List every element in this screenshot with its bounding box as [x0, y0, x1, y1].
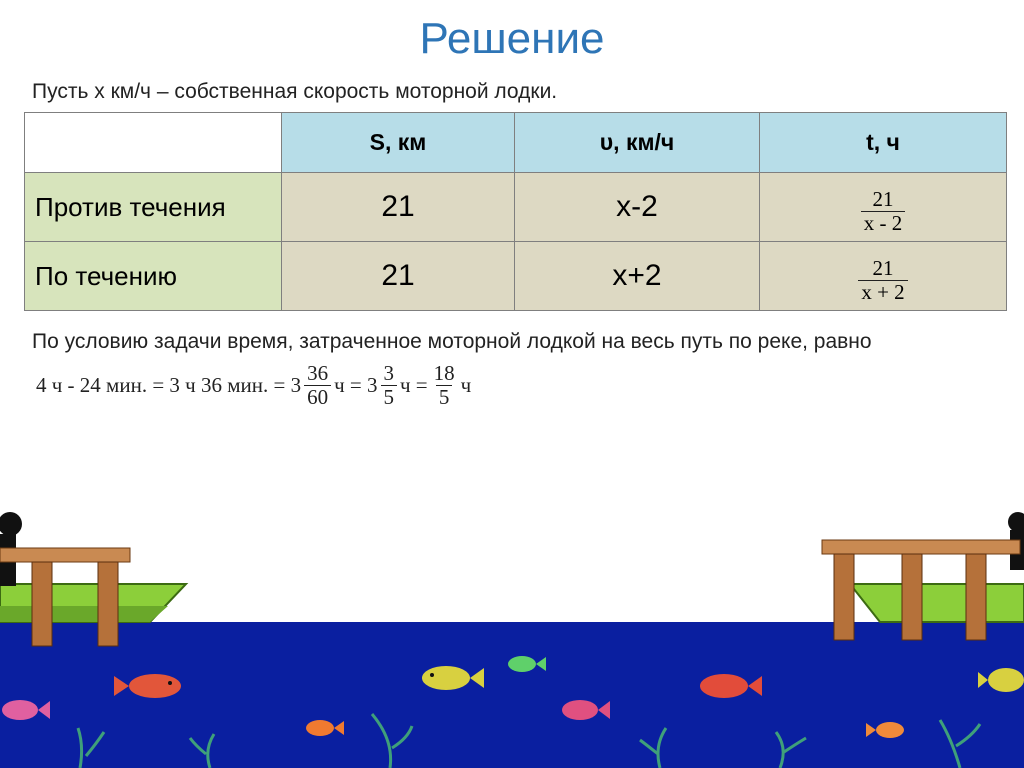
header-distance: S, км — [282, 113, 515, 173]
river-scene-illustration — [0, 500, 1024, 768]
fraction-numerator: 21 — [872, 186, 894, 211]
cell-distance: 21 — [282, 242, 515, 311]
cell-speed: х-2 — [515, 173, 760, 242]
row-label-downstream: По течению — [25, 242, 282, 311]
table-row — [25, 173, 1007, 242]
fraction-denominator: x + 2 — [858, 280, 907, 304]
fraction-numerator: 21 — [872, 255, 894, 280]
equation-fraction — [304, 362, 331, 409]
equation-part: ч = 3 — [334, 373, 378, 397]
fraction-numerator: 18 — [433, 361, 455, 385]
header-speed: υ, км/ч — [515, 113, 760, 173]
equation-part: ч = — [400, 373, 428, 397]
fraction-denominator: 5 — [381, 385, 398, 409]
left-boat-hull — [0, 606, 168, 622]
fraction-denominator: 5 — [436, 385, 453, 409]
cell-time — [760, 173, 1007, 242]
time-fraction — [861, 188, 906, 235]
right-boat — [850, 584, 1024, 622]
fraction-numerator: 36 — [307, 361, 329, 385]
time-equation — [36, 362, 471, 409]
row-label-upstream: Против течения — [25, 173, 282, 242]
equation-part: ч — [460, 373, 472, 397]
equation-part: 4 ч - 24 мин. = 3 ч 36 мин. = 3 — [36, 373, 302, 397]
time-fraction — [858, 257, 907, 304]
intro-text: Пусть х км/ч – собственная скорость моторной лодки. — [32, 80, 558, 103]
condition-text: По условию задачи время, затраченное моторной лодкой на весь путь по реке, равно — [32, 330, 872, 353]
header-time: t, ч — [760, 113, 1007, 173]
table-header-row — [25, 113, 1007, 173]
cell-speed: х+2 — [515, 242, 760, 311]
slide-title: Решение — [419, 14, 605, 63]
table-corner-cell — [25, 113, 282, 173]
equation-fraction — [431, 362, 458, 409]
fraction-denominator: x - 2 — [861, 211, 906, 235]
table-row — [25, 242, 1007, 311]
cell-time — [760, 242, 1007, 311]
equation-fraction — [381, 362, 398, 409]
solution-table — [24, 112, 1007, 311]
fraction-numerator: 3 — [383, 361, 394, 385]
cell-distance: 21 — [282, 173, 515, 242]
fraction-denominator: 60 — [304, 385, 331, 409]
